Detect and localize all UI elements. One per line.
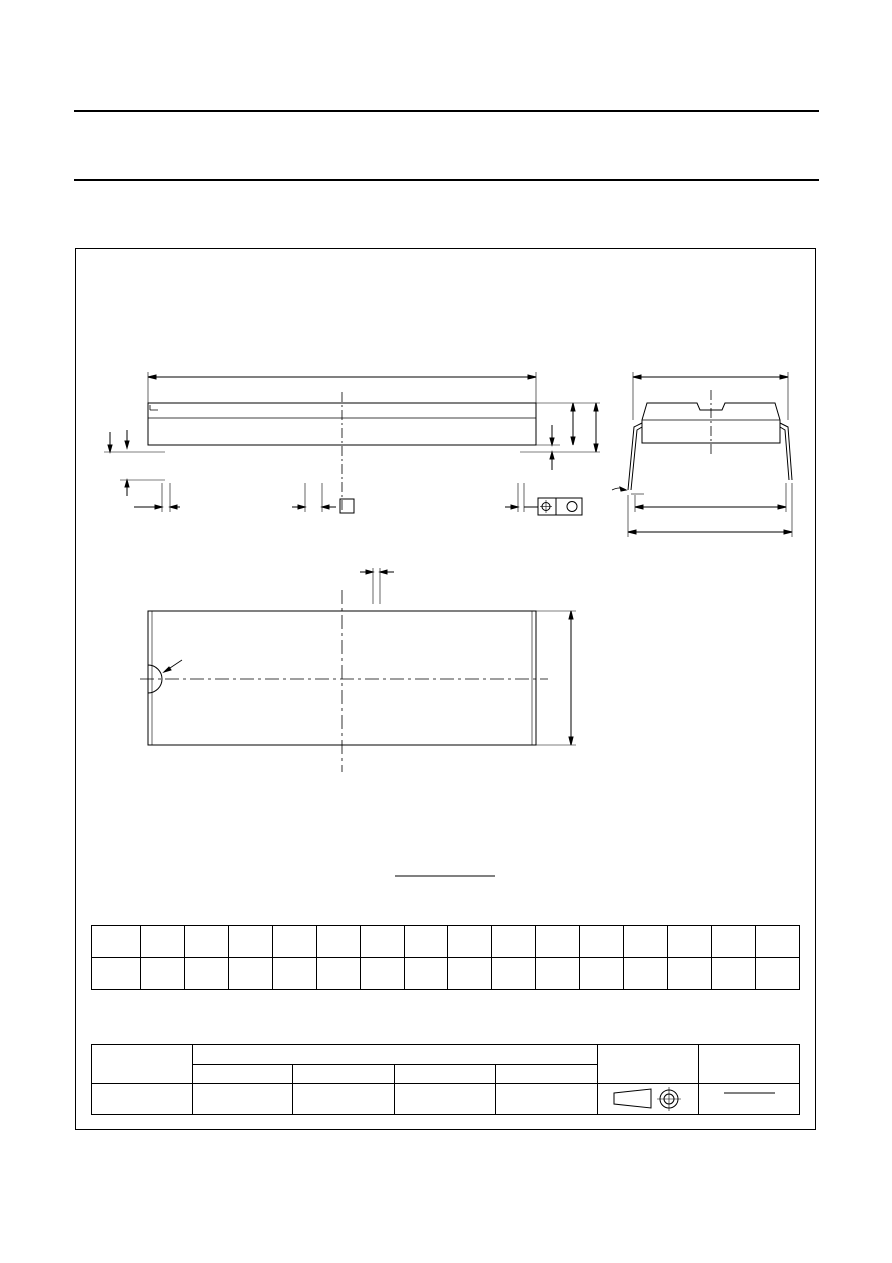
table-cell: [360, 958, 404, 990]
eiaj-header: [395, 1065, 496, 1084]
table-cell: [228, 958, 272, 990]
jedec-header: [293, 1065, 395, 1084]
table-cell: [448, 958, 492, 990]
eiaj-value: [395, 1084, 496, 1115]
blank-header: [495, 1065, 597, 1084]
dimensions-table: [91, 925, 800, 990]
iec-header: [192, 1065, 293, 1084]
table-cell: [184, 958, 228, 990]
top-view: [140, 568, 576, 772]
side-view: [104, 372, 600, 515]
outline-version-header: [92, 1045, 193, 1084]
table-cell: [404, 926, 448, 958]
blank-value: [495, 1084, 597, 1115]
position-tolerance-frame: [538, 498, 582, 515]
table-cell: [711, 926, 755, 958]
table-cell: [141, 926, 185, 958]
outline-version-value: [92, 1084, 193, 1115]
table-cell: [360, 926, 404, 958]
table-cell: [755, 958, 799, 990]
table-cell: [141, 958, 185, 990]
table-cell: [624, 926, 668, 958]
table-cell: [492, 926, 536, 958]
issue-date-value: [699, 1084, 800, 1115]
table-cell: [92, 926, 141, 958]
table-cell: [536, 958, 580, 990]
references-header: [192, 1045, 597, 1065]
table-cell: [316, 958, 360, 990]
table-cell: [755, 926, 799, 958]
iec-value: [192, 1084, 293, 1115]
projection-header: [597, 1045, 699, 1084]
projection-value: [597, 1084, 699, 1115]
table-cell: [668, 926, 712, 958]
table-cell: [711, 958, 755, 990]
table-cell: [448, 926, 492, 958]
version-table: [91, 1044, 800, 1115]
table-cell: [404, 958, 448, 990]
table-cell: [580, 926, 624, 958]
jedec-value: [293, 1084, 395, 1115]
end-view: [612, 372, 792, 537]
issue-date-header: [699, 1045, 800, 1084]
table-cell: [184, 926, 228, 958]
table-cell: [316, 926, 360, 958]
table-cell: [536, 926, 580, 958]
table-cell: [272, 926, 316, 958]
table-cell: [92, 958, 141, 990]
table-cell: [228, 926, 272, 958]
table-cell: [492, 958, 536, 990]
table-cell: [580, 958, 624, 990]
table-cell: [668, 958, 712, 990]
table-cell: [624, 958, 668, 990]
table-cell: [272, 958, 316, 990]
